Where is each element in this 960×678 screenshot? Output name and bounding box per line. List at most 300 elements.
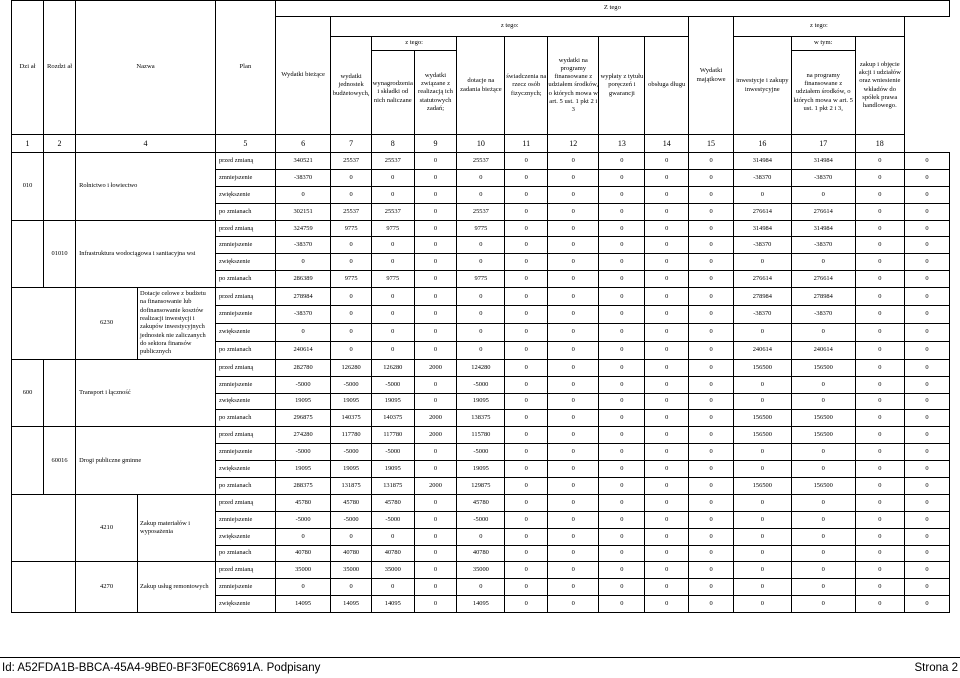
amount-cell: 0 [904,393,949,410]
amount-cell: 0 [904,494,949,511]
change-kind-label: zmniejszenie [215,376,275,393]
amount-cell: 0 [855,410,904,427]
amount-cell: 0 [331,288,372,306]
amount-cell: 0 [548,203,599,220]
amount-cell: 0 [371,528,414,545]
amount-cell: 0 [505,153,548,170]
amount-cell: 0 [855,461,904,478]
header-wydatki-zwiazane: wydatki związane z realizacją ich statutowych zadań; [414,51,457,135]
amount-cell: 0 [904,220,949,237]
amount-cell: 0 [645,271,689,288]
amount-cell: 0 [645,444,689,461]
amount-cell: 0 [548,359,599,376]
paragraf-code: 6230 [76,288,138,360]
amount-cell: 0 [904,528,949,545]
header-z-tego-majatkowe: z tego: [733,17,904,37]
amount-cell: 0 [689,461,734,478]
amount-cell: 0 [904,186,949,203]
empty-cell [44,359,76,427]
amount-cell: 45780 [371,494,414,511]
amount-cell: 0 [414,393,457,410]
amount-cell: 0 [414,288,457,306]
change-kind-label: zmniejszenie [215,579,275,596]
amount-cell: 0 [855,323,904,341]
page-footer [0,657,960,678]
header-swiadczenia: świadczenia na rzecz osób fizycznych; [505,37,548,135]
amount-cell: 0 [904,444,949,461]
amount-cell: 0 [414,444,457,461]
amount-cell: 0 [689,579,734,596]
amount-cell: 0 [645,220,689,237]
rozdzial-name: Infrastruktura wodociągowa i sanitacyjna wsi [76,220,216,288]
change-kind-label: zmniejszenie [215,306,275,324]
amount-cell: 2000 [414,410,457,427]
amount-cell: 0 [689,341,734,359]
dzial-code: 600 [12,359,44,427]
amount-cell: 25537 [457,203,505,220]
amount-cell: 0 [599,579,645,596]
amount-cell: 0 [548,271,599,288]
amount-cell: 0 [645,596,689,613]
amount-cell: 0 [733,494,791,511]
column-number: 12 [548,135,599,153]
amount-cell: 115780 [457,427,505,444]
amount-cell: 0 [733,545,791,562]
amount-cell: 0 [689,359,734,376]
amount-cell: 0 [331,579,372,596]
amount-cell: 0 [457,306,505,324]
header-w-tym: w tym: [791,37,855,51]
column-number: 2 [44,135,76,153]
amount-cell: 0 [331,306,372,324]
amount-cell: 276614 [733,271,791,288]
amount-cell: 0 [548,306,599,324]
change-kind-label: przed zmianą [215,359,275,376]
header-wydatki-majatkowe: Wydatki majątkowe [689,17,734,135]
amount-cell: 0 [904,323,949,341]
empty-cell [12,427,44,495]
amount-cell: 0 [599,461,645,478]
table-row [12,427,950,444]
amount-cell: 0 [548,444,599,461]
change-kind-label: po zmianach [215,271,275,288]
amount-cell: 0 [855,545,904,562]
column-number: 4 [76,135,216,153]
amount-cell: -38370 [275,169,331,186]
column-number: 5 [215,135,275,153]
amount-cell: 276614 [733,203,791,220]
amount-cell: 0 [331,341,372,359]
amount-cell: 0 [414,220,457,237]
amount-cell: 0 [505,596,548,613]
dzial-name: Rolnictwo i łowiectwo [76,153,216,221]
amount-cell: 0 [733,376,791,393]
amount-cell: 0 [599,341,645,359]
amount-cell: 0 [505,511,548,528]
header-dzial: Dzi ał [12,1,44,135]
amount-cell: 0 [733,461,791,478]
amount-cell: 45780 [275,494,331,511]
amount-cell: 19095 [457,393,505,410]
column-number: 14 [645,135,689,153]
amount-cell: 0 [645,254,689,271]
amount-cell: 0 [855,186,904,203]
amount-cell: 0 [791,511,855,528]
amount-cell: 0 [904,579,949,596]
column-number: 18 [855,135,904,153]
amount-cell: 0 [548,153,599,170]
change-kind-label: po zmianach [215,545,275,562]
empty-cell [12,288,76,360]
change-kind-label: przed zmianą [215,288,275,306]
amount-cell: 9775 [457,271,505,288]
amount-cell: 35000 [371,562,414,579]
amount-cell: 0 [548,323,599,341]
amount-cell: 0 [645,562,689,579]
amount-cell: 0 [599,562,645,579]
amount-cell: 276614 [791,271,855,288]
change-kind-label: zmniejszenie [215,444,275,461]
header-programy-majatkowe: na programy finansowane z udziałem środków, o których mowa w art. 5 ust. 1 pkt 2 i 3, [791,51,855,135]
amount-cell: 0 [733,323,791,341]
empty-cell [12,220,44,288]
amount-cell: 0 [855,596,904,613]
amount-cell: 278984 [791,288,855,306]
amount-cell: 288375 [275,477,331,494]
amount-cell: 0 [904,169,949,186]
rozdzial-code: 01010 [44,220,76,288]
amount-cell: 0 [548,477,599,494]
amount-cell: 0 [457,237,505,254]
amount-cell: 0 [414,341,457,359]
change-kind-label: zwiększenie [215,393,275,410]
amount-cell: 0 [645,494,689,511]
amount-cell: 0 [599,444,645,461]
amount-cell: 0 [275,579,331,596]
amount-cell: 0 [733,444,791,461]
amount-cell: 40780 [371,545,414,562]
amount-cell: 0 [599,477,645,494]
amount-cell: 9775 [331,220,372,237]
header-wyplaty: wypłaty z tytułu poręczeń i gwarancji [599,37,645,135]
amount-cell: 0 [505,359,548,376]
amount-cell: 0 [414,596,457,613]
amount-cell: 240614 [275,341,331,359]
amount-cell: 0 [371,341,414,359]
amount-cell: 0 [331,169,372,186]
amount-cell: -5000 [331,511,372,528]
change-kind-label: przed zmianą [215,494,275,511]
amount-cell: 0 [599,410,645,427]
amount-cell: 0 [599,254,645,271]
amount-cell: 340521 [275,153,331,170]
amount-cell: 25537 [331,153,372,170]
amount-cell: 0 [505,376,548,393]
amount-cell: 0 [548,254,599,271]
amount-cell: 9775 [331,271,372,288]
amount-cell: 0 [689,153,734,170]
amount-cell: 0 [689,306,734,324]
amount-cell: 0 [331,323,372,341]
paragraf-code: 4270 [76,562,138,613]
amount-cell: 0 [855,254,904,271]
amount-cell: 0 [855,306,904,324]
amount-cell: 0 [414,528,457,545]
amount-cell: 0 [689,393,734,410]
column-number: 6 [275,135,331,153]
amount-cell: 131875 [371,477,414,494]
amount-cell: 0 [855,203,904,220]
amount-cell: -5000 [275,376,331,393]
amount-cell: 0 [645,169,689,186]
amount-cell: 0 [645,153,689,170]
change-kind-label: zwiększenie [215,323,275,341]
amount-cell: 0 [645,477,689,494]
amount-cell: 0 [505,186,548,203]
header-wydatki-programy: wydatki na programy finansowane z udziałem środków, o których mowa w art. 5 ust. 1 pkt 2 i 3 [548,37,599,135]
amount-cell: 0 [548,393,599,410]
amount-cell: 0 [548,562,599,579]
amount-cell: 9775 [371,271,414,288]
amount-cell: 0 [548,186,599,203]
amount-cell: 117780 [371,427,414,444]
amount-cell: 0 [548,220,599,237]
amount-cell: 0 [371,288,414,306]
amount-cell: 0 [689,444,734,461]
amount-cell: 117780 [331,427,372,444]
amount-cell: -38370 [791,169,855,186]
amount-cell: 19095 [275,461,331,478]
amount-cell: 35000 [457,562,505,579]
header-wydatki-jednostek: wydatki jednostek budżetowych, [331,37,372,135]
amount-cell: 0 [414,461,457,478]
paragraf-code: 4210 [76,494,138,562]
amount-cell: 0 [904,288,949,306]
amount-cell: 0 [457,341,505,359]
column-numbers-row [12,135,950,153]
amount-cell: 0 [599,376,645,393]
amount-cell: -5000 [457,376,505,393]
amount-cell: 0 [505,271,548,288]
amount-cell: 14095 [371,596,414,613]
amount-cell: 9775 [457,220,505,237]
amount-cell: 0 [414,579,457,596]
amount-cell: 0 [855,341,904,359]
table-row [12,494,950,511]
amount-cell: 129875 [457,477,505,494]
amount-cell: 0 [791,254,855,271]
amount-cell: -5000 [371,444,414,461]
amount-cell: 278984 [275,288,331,306]
amount-cell: 0 [371,323,414,341]
amount-cell: 0 [904,341,949,359]
amount-cell: 0 [505,427,548,444]
amount-cell: 0 [414,237,457,254]
amount-cell: 14095 [331,596,372,613]
amount-cell: 0 [457,288,505,306]
amount-cell: 0 [645,288,689,306]
paragraf-name: Zakup materiałów i wyposażenia [138,494,216,562]
amount-cell: 0 [645,323,689,341]
amount-cell: 2000 [414,427,457,444]
amount-cell: 0 [548,528,599,545]
amount-cell: 0 [414,169,457,186]
amount-cell: 0 [855,237,904,254]
amount-cell: 0 [645,410,689,427]
amount-cell: 156500 [733,477,791,494]
amount-cell: 0 [645,341,689,359]
amount-cell: 0 [599,306,645,324]
empty-cell [12,494,76,562]
change-kind-label: zmniejszenie [215,169,275,186]
header-z-tego-jednostek: z tego: [371,37,456,51]
amount-cell: 0 [505,545,548,562]
amount-cell: 0 [855,511,904,528]
amount-cell: 0 [689,203,734,220]
amount-cell: 0 [275,323,331,341]
header-dotacje: dotacje na zadania bieżące [457,37,505,135]
amount-cell: 0 [457,579,505,596]
amount-cell: 0 [331,186,372,203]
amount-cell: 156500 [733,427,791,444]
amount-cell: 0 [414,545,457,562]
amount-cell: 0 [791,376,855,393]
amount-cell: 0 [414,562,457,579]
change-kind-label: przed zmianą [215,153,275,170]
amount-cell: 0 [599,494,645,511]
amount-cell: 19095 [371,461,414,478]
amount-cell: 124280 [457,359,505,376]
amount-cell: 282780 [275,359,331,376]
amount-cell: 0 [904,511,949,528]
empty-cell [44,153,76,221]
table-row [12,359,950,376]
amount-cell: 0 [457,186,505,203]
amount-cell: 19095 [331,393,372,410]
amount-cell: 0 [855,288,904,306]
amount-cell: 0 [414,271,457,288]
amount-cell: 278984 [733,288,791,306]
amount-cell: 0 [599,237,645,254]
amount-cell: 0 [505,528,548,545]
amount-cell: 0 [599,169,645,186]
amount-cell: 0 [855,579,904,596]
amount-cell: 0 [733,254,791,271]
amount-cell: -38370 [275,306,331,324]
amount-cell: 0 [791,562,855,579]
document-id: Id: A52FDA1B-BBCA-45A4-9BE0-BF3F0EC8691A. Podpisany [2,662,321,674]
amount-cell: 0 [599,153,645,170]
amount-cell: 35000 [331,562,372,579]
amount-cell: 0 [505,288,548,306]
amount-cell: 0 [645,393,689,410]
amount-cell: 0 [505,237,548,254]
amount-cell: 0 [689,511,734,528]
amount-cell: 0 [414,494,457,511]
amount-cell: 156500 [791,477,855,494]
amount-cell: -5000 [275,444,331,461]
amount-cell: 25537 [371,203,414,220]
amount-cell: 0 [733,186,791,203]
amount-cell: 0 [855,477,904,494]
amount-cell: 0 [505,341,548,359]
header-rozdzial: Rozdzi ał [44,1,76,135]
amount-cell: 240614 [791,341,855,359]
amount-cell: 0 [689,545,734,562]
amount-cell: 40780 [457,545,505,562]
amount-cell: 0 [645,186,689,203]
amount-cell: 0 [791,579,855,596]
amount-cell: 302151 [275,203,331,220]
amount-cell: 0 [331,254,372,271]
amount-cell: 0 [733,562,791,579]
column-number: 1 [12,135,44,153]
amount-cell: 0 [855,562,904,579]
amount-cell: 0 [505,323,548,341]
amount-cell: 19095 [275,393,331,410]
amount-cell: 0 [505,579,548,596]
amount-cell: 0 [689,427,734,444]
amount-cell: 156500 [733,410,791,427]
amount-cell: 0 [457,528,505,545]
amount-cell: 0 [791,393,855,410]
header-z-tego-top: Z tego [275,1,949,17]
header-wydatki-biezace: Wydatki bieżące [275,17,331,135]
amount-cell: 0 [599,323,645,341]
amount-cell: 0 [904,271,949,288]
amount-cell: -5000 [457,511,505,528]
change-kind-label: zwiększenie [215,596,275,613]
amount-cell: 0 [371,306,414,324]
paragraf-name: Zakup usług remontowych [138,562,216,613]
change-kind-label: przed zmianą [215,220,275,237]
column-number: 13 [599,135,645,153]
amount-cell: 0 [855,220,904,237]
amount-cell: 0 [548,376,599,393]
amount-cell: 0 [733,596,791,613]
amount-cell: 25537 [371,153,414,170]
amount-cell: 0 [275,528,331,545]
amount-cell: -38370 [791,306,855,324]
amount-cell: 126280 [331,359,372,376]
amount-cell: 0 [505,203,548,220]
amount-cell: 0 [904,153,949,170]
amount-cell: 0 [689,220,734,237]
amount-cell: 19095 [371,393,414,410]
change-kind-label: po zmianach [215,341,275,359]
amount-cell: 0 [599,596,645,613]
amount-cell: 0 [548,545,599,562]
paragraf-name: Dotacje celowe z budżetu na finansowanie lub dofinansowanie kosztów realizacji inwestycji i zakupów inwestycyjnych jednostek nie zaliczanych do sektora finansów publicznych [138,288,216,360]
amount-cell: 0 [414,186,457,203]
amount-cell: 0 [505,410,548,427]
amount-cell: 0 [548,169,599,186]
amount-cell: -38370 [275,237,331,254]
amount-cell: 0 [689,562,734,579]
amount-cell: 0 [371,237,414,254]
amount-cell: 0 [548,596,599,613]
amount-cell: 156500 [791,427,855,444]
amount-cell: -38370 [733,169,791,186]
amount-cell: 0 [733,579,791,596]
column-number: 8 [371,135,414,153]
amount-cell: 296875 [275,410,331,427]
amount-cell: 0 [548,288,599,306]
header-nazwa: Nazwa [76,1,216,135]
column-number: 17 [791,135,855,153]
amount-cell: 0 [548,237,599,254]
amount-cell: 0 [791,461,855,478]
